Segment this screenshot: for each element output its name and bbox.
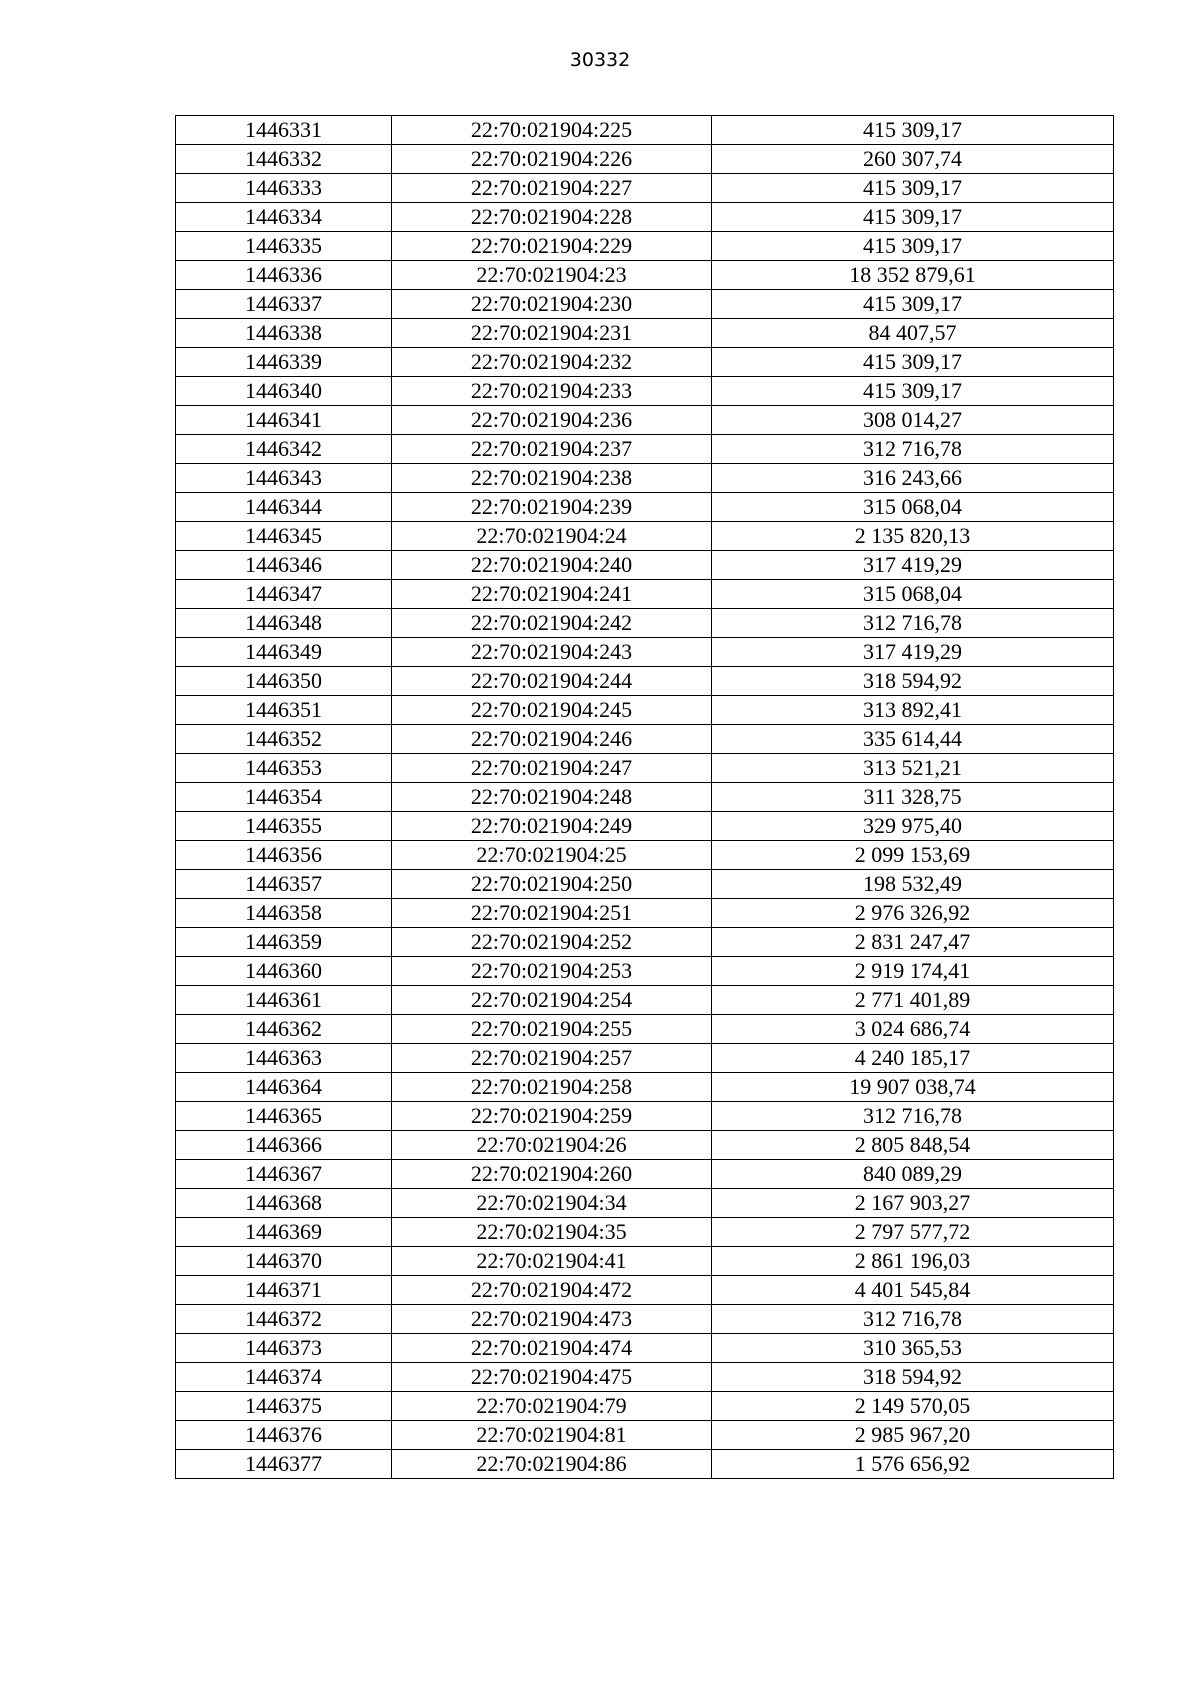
- table-row: [176, 783, 1114, 812]
- record-number-cell: 1446339: [176, 348, 392, 377]
- value-cell: 313 892,41: [712, 696, 1114, 725]
- cadastral-number-cell: 22:70:021904:41: [392, 1247, 712, 1276]
- cadastral-number-cell: 22:70:021904:24: [392, 522, 712, 551]
- record-number-cell: 1446353: [176, 754, 392, 783]
- table-row: [176, 1450, 1114, 1479]
- record-number-cell: 1446358: [176, 899, 392, 928]
- data-table: [175, 115, 1114, 1479]
- record-number-cell: 1446347: [176, 580, 392, 609]
- value-cell: 19 907 038,74: [712, 1073, 1114, 1102]
- value-cell: 2 985 967,20: [712, 1421, 1114, 1450]
- record-number-cell: 1446334: [176, 203, 392, 232]
- table-row: [176, 1015, 1114, 1044]
- cadastral-number-cell: 22:70:021904:232: [392, 348, 712, 377]
- value-cell: 318 594,92: [712, 1363, 1114, 1392]
- record-number-cell: 1446373: [176, 1334, 392, 1363]
- record-number-cell: 1446331: [176, 116, 392, 145]
- cadastral-number-cell: 22:70:021904:251: [392, 899, 712, 928]
- value-cell: 318 594,92: [712, 667, 1114, 696]
- table-row: [176, 1276, 1114, 1305]
- table-row: [176, 1247, 1114, 1276]
- value-cell: 260 307,74: [712, 145, 1114, 174]
- cadastral-number-cell: 22:70:021904:252: [392, 928, 712, 957]
- record-number-cell: 1446355: [176, 812, 392, 841]
- cadastral-number-cell: 22:70:021904:250: [392, 870, 712, 899]
- record-number-cell: 1446338: [176, 319, 392, 348]
- record-number-cell: 1446366: [176, 1131, 392, 1160]
- value-cell: 198 532,49: [712, 870, 1114, 899]
- record-number-cell: 1446333: [176, 174, 392, 203]
- record-number-cell: 1446335: [176, 232, 392, 261]
- table-row: [176, 696, 1114, 725]
- cadastral-number-cell: 22:70:021904:86: [392, 1450, 712, 1479]
- value-cell: 415 309,17: [712, 232, 1114, 261]
- cadastral-number-cell: 22:70:021904:228: [392, 203, 712, 232]
- table-row: [176, 464, 1114, 493]
- table-row: [176, 174, 1114, 203]
- table-row: [176, 261, 1114, 290]
- cadastral-number-cell: 22:70:021904:35: [392, 1218, 712, 1247]
- table-row: [176, 290, 1114, 319]
- cadastral-number-cell: 22:70:021904:81: [392, 1421, 712, 1450]
- record-number-cell: 1446340: [176, 377, 392, 406]
- cadastral-number-cell: 22:70:021904:34: [392, 1189, 712, 1218]
- table-row: [176, 145, 1114, 174]
- record-number-cell: 1446369: [176, 1218, 392, 1247]
- table-row: [176, 493, 1114, 522]
- value-cell: 2 805 848,54: [712, 1131, 1114, 1160]
- record-number-cell: 1446354: [176, 783, 392, 812]
- record-number-cell: 1446345: [176, 522, 392, 551]
- table-row: [176, 348, 1114, 377]
- table-row: [176, 1218, 1114, 1247]
- value-cell: 3 024 686,74: [712, 1015, 1114, 1044]
- record-number-cell: 1446374: [176, 1363, 392, 1392]
- table-row: [176, 1073, 1114, 1102]
- cadastral-number-cell: 22:70:021904:472: [392, 1276, 712, 1305]
- value-cell: 2 771 401,89: [712, 986, 1114, 1015]
- value-cell: 316 243,66: [712, 464, 1114, 493]
- value-cell: 2 135 820,13: [712, 522, 1114, 551]
- table-row: [176, 928, 1114, 957]
- value-cell: 312 716,78: [712, 1305, 1114, 1334]
- table-row: [176, 1102, 1114, 1131]
- value-cell: 415 309,17: [712, 290, 1114, 319]
- value-cell: 312 716,78: [712, 609, 1114, 638]
- record-number-cell: 1446376: [176, 1421, 392, 1450]
- table-row: [176, 377, 1114, 406]
- cadastral-number-cell: 22:70:021904:231: [392, 319, 712, 348]
- value-cell: 315 068,04: [712, 493, 1114, 522]
- cadastral-number-cell: 22:70:021904:474: [392, 1334, 712, 1363]
- record-number-cell: 1446370: [176, 1247, 392, 1276]
- value-cell: 415 309,17: [712, 348, 1114, 377]
- record-number-cell: 1446371: [176, 1276, 392, 1305]
- value-cell: 312 716,78: [712, 435, 1114, 464]
- value-cell: 840 089,29: [712, 1160, 1114, 1189]
- table-row: [176, 116, 1114, 145]
- value-cell: 313 521,21: [712, 754, 1114, 783]
- cadastral-number-cell: 22:70:021904:254: [392, 986, 712, 1015]
- record-number-cell: 1446341: [176, 406, 392, 435]
- table-row: [176, 1421, 1114, 1450]
- cadastral-number-cell: 22:70:021904:25: [392, 841, 712, 870]
- record-number-cell: 1446375: [176, 1392, 392, 1421]
- cadastral-number-cell: 22:70:021904:243: [392, 638, 712, 667]
- record-number-cell: 1446377: [176, 1450, 392, 1479]
- cadastral-number-cell: 22:70:021904:240: [392, 551, 712, 580]
- table-row: [176, 609, 1114, 638]
- cadastral-number-cell: 22:70:021904:253: [392, 957, 712, 986]
- cadastral-number-cell: 22:70:021904:238: [392, 464, 712, 493]
- cadastral-number-cell: 22:70:021904:226: [392, 145, 712, 174]
- table-row: [176, 1334, 1114, 1363]
- cadastral-number-cell: 22:70:021904:229: [392, 232, 712, 261]
- cadastral-number-cell: 22:70:021904:241: [392, 580, 712, 609]
- cadastral-number-cell: 22:70:021904:237: [392, 435, 712, 464]
- table-row: [176, 1131, 1114, 1160]
- cadastral-number-cell: 22:70:021904:255: [392, 1015, 712, 1044]
- page-number: 30332: [569, 49, 631, 71]
- record-number-cell: 1446351: [176, 696, 392, 725]
- cadastral-number-cell: 22:70:021904:233: [392, 377, 712, 406]
- table-row: [176, 899, 1114, 928]
- value-cell: 312 716,78: [712, 1102, 1114, 1131]
- table-row: [176, 957, 1114, 986]
- cadastral-number-cell: 22:70:021904:79: [392, 1392, 712, 1421]
- cadastral-number-cell: 22:70:021904:475: [392, 1363, 712, 1392]
- table-row: [176, 1160, 1114, 1189]
- value-cell: 1 576 656,92: [712, 1450, 1114, 1479]
- table-row: [176, 1392, 1114, 1421]
- record-number-cell: 1446357: [176, 870, 392, 899]
- cadastral-number-cell: 22:70:021904:473: [392, 1305, 712, 1334]
- table-row: [176, 725, 1114, 754]
- table-row: [176, 1189, 1114, 1218]
- table-row: [176, 638, 1114, 667]
- table-row: [176, 870, 1114, 899]
- value-cell: 2 976 326,92: [712, 899, 1114, 928]
- cadastral-number-cell: 22:70:021904:225: [392, 116, 712, 145]
- value-cell: 4 240 185,17: [712, 1044, 1114, 1073]
- table-row: [176, 551, 1114, 580]
- value-cell: 18 352 879,61: [712, 261, 1114, 290]
- value-cell: 2 861 196,03: [712, 1247, 1114, 1276]
- cadastral-number-cell: 22:70:021904:247: [392, 754, 712, 783]
- table-row: [176, 522, 1114, 551]
- cadastral-number-cell: 22:70:021904:258: [392, 1073, 712, 1102]
- record-number-cell: 1446361: [176, 986, 392, 1015]
- table-row: [176, 580, 1114, 609]
- record-number-cell: 1446365: [176, 1102, 392, 1131]
- value-cell: 2 797 577,72: [712, 1218, 1114, 1247]
- table-row: [176, 319, 1114, 348]
- value-cell: 329 975,40: [712, 812, 1114, 841]
- value-cell: 2 167 903,27: [712, 1189, 1114, 1218]
- record-number-cell: 1446346: [176, 551, 392, 580]
- table-row: [176, 1305, 1114, 1334]
- table-row: [176, 1363, 1114, 1392]
- cadastral-number-cell: 22:70:021904:230: [392, 290, 712, 319]
- cadastral-number-cell: 22:70:021904:246: [392, 725, 712, 754]
- record-number-cell: 1446362: [176, 1015, 392, 1044]
- table-row: [176, 203, 1114, 232]
- data-table-container: [175, 115, 1113, 1479]
- table-row: [176, 435, 1114, 464]
- value-cell: 415 309,17: [712, 377, 1114, 406]
- value-cell: 2 099 153,69: [712, 841, 1114, 870]
- table-row: [176, 406, 1114, 435]
- record-number-cell: 1446352: [176, 725, 392, 754]
- record-number-cell: 1446344: [176, 493, 392, 522]
- table-row: [176, 841, 1114, 870]
- record-number-cell: 1446350: [176, 667, 392, 696]
- value-cell: 317 419,29: [712, 551, 1114, 580]
- cadastral-number-cell: 22:70:021904:26: [392, 1131, 712, 1160]
- cadastral-number-cell: 22:70:021904:259: [392, 1102, 712, 1131]
- table-row: [176, 754, 1114, 783]
- value-cell: 335 614,44: [712, 725, 1114, 754]
- cadastral-number-cell: 22:70:021904:249: [392, 812, 712, 841]
- value-cell: 415 309,17: [712, 203, 1114, 232]
- record-number-cell: 1446336: [176, 261, 392, 290]
- record-number-cell: 1446342: [176, 435, 392, 464]
- record-number-cell: 1446356: [176, 841, 392, 870]
- record-number-cell: 1446332: [176, 145, 392, 174]
- cadastral-number-cell: 22:70:021904:239: [392, 493, 712, 522]
- cadastral-number-cell: 22:70:021904:242: [392, 609, 712, 638]
- table-row: [176, 812, 1114, 841]
- value-cell: 415 309,17: [712, 174, 1114, 203]
- value-cell: 315 068,04: [712, 580, 1114, 609]
- cadastral-number-cell: 22:70:021904:23: [392, 261, 712, 290]
- cadastral-number-cell: 22:70:021904:244: [392, 667, 712, 696]
- record-number-cell: 1446348: [176, 609, 392, 638]
- cadastral-number-cell: 22:70:021904:260: [392, 1160, 712, 1189]
- value-cell: 308 014,27: [712, 406, 1114, 435]
- record-number-cell: 1446360: [176, 957, 392, 986]
- value-cell: 4 401 545,84: [712, 1276, 1114, 1305]
- record-number-cell: 1446349: [176, 638, 392, 667]
- cadastral-number-cell: 22:70:021904:257: [392, 1044, 712, 1073]
- record-number-cell: 1446363: [176, 1044, 392, 1073]
- cadastral-number-cell: 22:70:021904:245: [392, 696, 712, 725]
- cadastral-number-cell: 22:70:021904:248: [392, 783, 712, 812]
- record-number-cell: 1446359: [176, 928, 392, 957]
- record-number-cell: 1446343: [176, 464, 392, 493]
- cadastral-number-cell: 22:70:021904:227: [392, 174, 712, 203]
- record-number-cell: 1446364: [176, 1073, 392, 1102]
- cadastral-number-cell: 22:70:021904:236: [392, 406, 712, 435]
- table-body: [176, 116, 1114, 1479]
- value-cell: 415 309,17: [712, 116, 1114, 145]
- table-row: [176, 232, 1114, 261]
- value-cell: 311 328,75: [712, 783, 1114, 812]
- value-cell: 310 365,53: [712, 1334, 1114, 1363]
- record-number-cell: 1446367: [176, 1160, 392, 1189]
- value-cell: 2 919 174,41: [712, 957, 1114, 986]
- value-cell: 2 831 247,47: [712, 928, 1114, 957]
- record-number-cell: 1446337: [176, 290, 392, 319]
- value-cell: 317 419,29: [712, 638, 1114, 667]
- record-number-cell: 1446368: [176, 1189, 392, 1218]
- table-row: [176, 986, 1114, 1015]
- record-number-cell: 1446372: [176, 1305, 392, 1334]
- value-cell: 2 149 570,05: [712, 1392, 1114, 1421]
- value-cell: 84 407,57: [712, 319, 1114, 348]
- table-row: [176, 1044, 1114, 1073]
- table-row: [176, 667, 1114, 696]
